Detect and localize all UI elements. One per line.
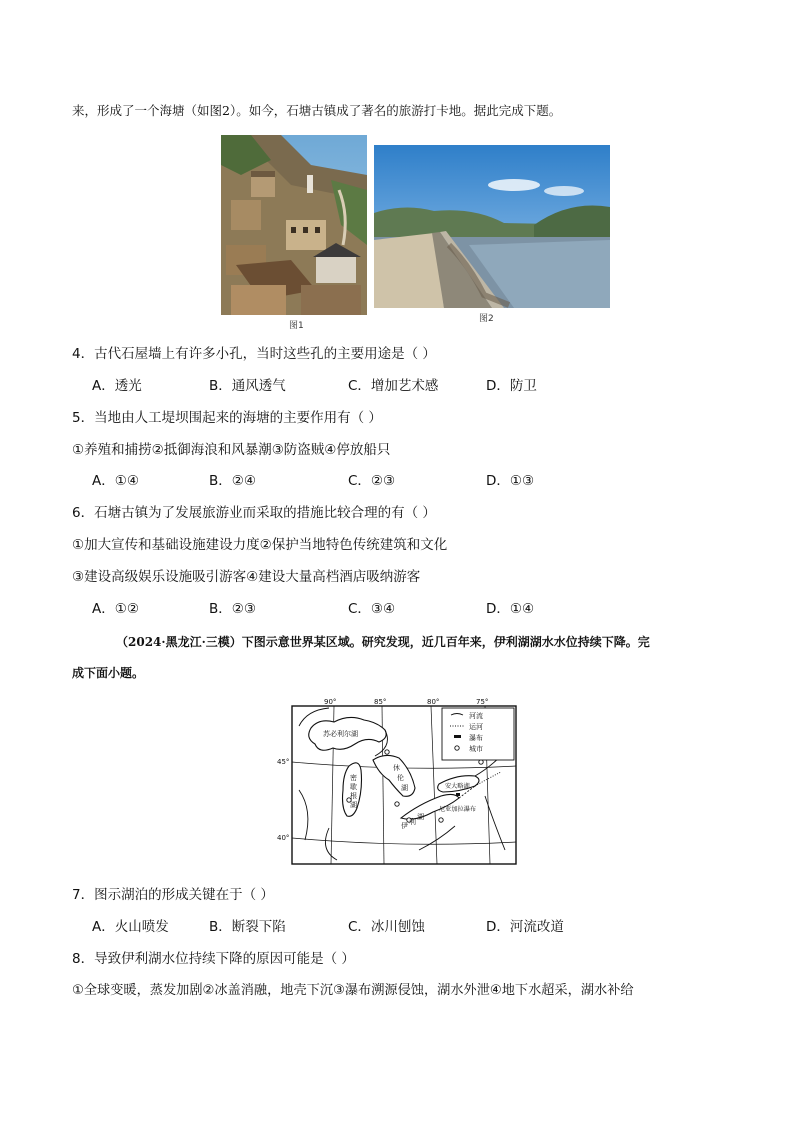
city-legend-icon [455, 746, 459, 750]
figure-2-photo [374, 145, 610, 308]
legend-river: 河流 [469, 712, 483, 720]
option-a[interactable]: A．①④ [92, 473, 139, 489]
option-d[interactable]: D．河流改道 [486, 919, 564, 935]
lake-huron-label-1: 休 [393, 764, 400, 772]
option-a[interactable]: A．①② [92, 601, 139, 617]
question-5-statements: ①养殖和捕捞②抵御海浪和风暴潮③防盗贼④停放船只 [72, 442, 391, 458]
lat-label-45: 45° [277, 758, 290, 766]
lake-michigan-label-1: 密 [350, 774, 357, 782]
figure-1-photo [221, 135, 367, 315]
question-8-statements: ①全球变暖，蒸发加剧②冰盖消融，地壳下沉③瀑布溯源侵蚀，湖水外泄④地下水超采，湖水补给 [72, 983, 634, 998]
question-7-stem: 7．图示湖泊的形成关键在于（ ） [72, 887, 274, 903]
option-c[interactable]: C．冰川刨蚀 [348, 919, 425, 935]
legend-city: 城市 [469, 745, 483, 753]
intro-text: 来，形成了一个海塘（如图2）。如今，石塘古镇成了著名的旅游打卡地。据此完成下题。 [72, 103, 562, 118]
option-d[interactable]: D．①④ [486, 601, 535, 617]
figure-2-caption: 图2 [479, 314, 494, 324]
question-6-statements-1: ①加大宣传和基础设施建设力度②保护当地特色传统建筑和文化 [72, 537, 448, 553]
option-b[interactable]: B．②③ [209, 601, 256, 617]
lake-superior-label: 苏必利尔湖 [323, 730, 358, 738]
lake-ontario-label: 安大略湖 [445, 783, 470, 790]
option-c[interactable]: C．增加艺术感 [348, 378, 439, 394]
lake-erie-label-1: 伊 [401, 822, 408, 830]
lake-erie-label-3: 湖 [417, 813, 424, 821]
question-8-stem: 8．导致伊利湖水位持续下降的原因可能是（ ） [72, 951, 355, 967]
passage-2-line-1: （2024·黑龙江·三模）下图示意世界某区域。研究发现，近几百年来，伊利湖湖水水位持续下降。完 [116, 635, 650, 649]
figure-1-caption: 图1 [289, 321, 304, 331]
lake-michigan-label-4: 湖 [350, 801, 357, 809]
lon-label-90: 90° [324, 698, 337, 706]
option-a[interactable]: A．火山喷发 [92, 919, 169, 935]
option-c[interactable]: C．③④ [348, 601, 396, 617]
lake-erie-label-2: 利 [409, 818, 416, 826]
option-d[interactable]: D．①③ [486, 473, 535, 489]
niagara-falls-label: 尼亚加拉瀑布 [439, 806, 477, 813]
option-b[interactable]: B．断裂下陷 [209, 919, 286, 935]
waterfall-legend-icon [454, 735, 461, 738]
great-lakes-map [277, 698, 521, 872]
legend-canal: 运河 [469, 723, 483, 731]
option-d[interactable]: D．防卫 [486, 378, 537, 394]
lon-label-85: 85° [374, 698, 387, 706]
option-c[interactable]: C．②③ [348, 473, 396, 489]
question-6-stem: 6．石塘古镇为了发展旅游业而采取的措施比较合理的有（ ） [72, 505, 436, 521]
legend-waterfall: 瀑布 [469, 734, 483, 742]
question-6-statements-2: ③建设高级娱乐设施吸引游客④建设大量高档酒店吸纳游客 [72, 569, 421, 585]
lon-label-80: 80° [427, 698, 440, 706]
option-b[interactable]: B．通风透气 [209, 378, 286, 394]
lake-michigan-label-3: 根 [350, 792, 357, 800]
lake-huron-label-3: 湖 [401, 784, 408, 792]
option-a[interactable]: A．透光 [92, 378, 142, 394]
lake-huron-label-2: 伦 [397, 774, 404, 782]
lat-label-40: 40° [277, 834, 290, 842]
option-b[interactable]: B．②④ [209, 473, 256, 489]
question-4-stem: 4．古代石屋墙上有许多小孔，当时这些孔的主要用途是（ ） [72, 346, 436, 362]
passage-2-line-2: 成下面小题。 [72, 666, 145, 680]
question-5-stem: 5．当地由人工堤坝围起来的海塘的主要作用有（ ） [72, 410, 382, 426]
lake-michigan-label-2: 歇 [350, 783, 357, 791]
lon-label-75: 75° [476, 698, 489, 706]
